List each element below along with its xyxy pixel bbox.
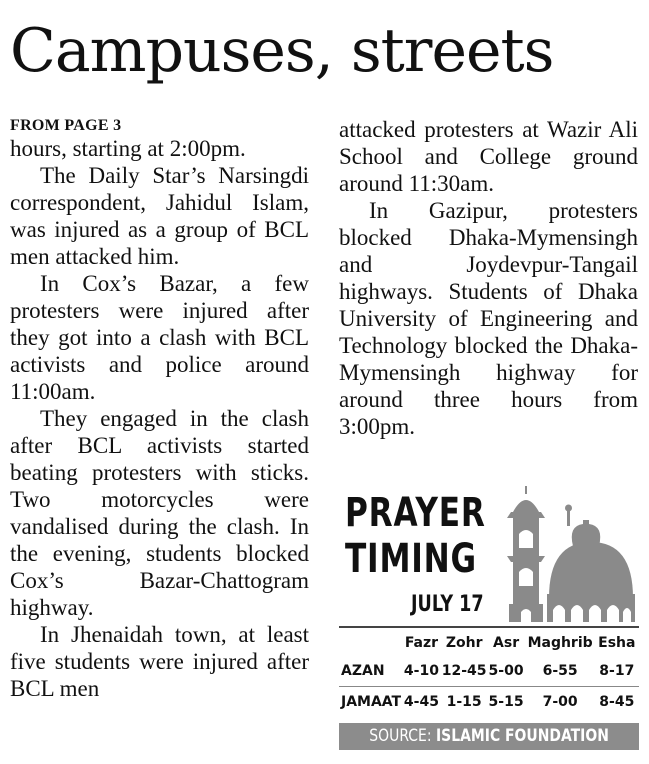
divider (339, 626, 639, 628)
prayer-date: JULY 17 (411, 592, 484, 617)
article-column-left (10, 116, 309, 702)
column-header: Esha (598, 635, 636, 651)
prayer-title-line1: PRAYER (345, 490, 486, 536)
source-bar (339, 723, 639, 750)
time-cell: 8-17 (595, 656, 639, 687)
mosque-icon (499, 486, 639, 622)
paragraph: In Cox’s Bazar, a few protesters were injured after they got into a clash with BCL activists and police around 11:00am. (10, 271, 309, 404)
time-cell: 1-15 (446, 694, 482, 710)
column-header: Asr (493, 635, 520, 651)
prayer-timing-box (339, 484, 639, 754)
time-cell: 8-45 (599, 694, 635, 710)
column-header: Maghrib (527, 635, 593, 651)
paragraph: attacked protesters at Wazir Ali School and College ground around 11:30am. (339, 117, 638, 196)
time-cell: 5-15 (488, 694, 524, 710)
time-cell: 5-00 (487, 656, 526, 687)
source-name: ISLAMIC FOUNDATION (435, 726, 609, 746)
row-label: AZAN (339, 656, 401, 687)
prayer-title-line2: TIMING (345, 536, 477, 582)
headline: Campuses, streets (10, 16, 554, 86)
paragraph: The Daily Star’s Narsingdi correspondent, Jahidul Islam, was injured as a group of BCL men attacked him. (10, 163, 309, 269)
column-header: Zohr (445, 635, 483, 651)
time-cell: 4-45 (403, 694, 439, 710)
paragraph: They engaged in the clash after BCL activists started beating protesters with sticks. Two motorcycles were vandalised during the clash. In the evening, students blocked Cox’s Bazar-Chattogram highway. (10, 406, 309, 620)
column-header: Fazr (404, 635, 439, 651)
time-cell: 7-00 (542, 694, 578, 710)
paragraph: In Gazipur, protesters blocked Dhaka-Mymensingh and Joydevpur-Tangail highways. Students of Dhaka University of Engineering and Technology blocked the Dhaka-Mymensingh highway for around three hours from 3:00pm. (339, 198, 638, 439)
article-column-right (339, 116, 638, 440)
table-row (339, 656, 639, 687)
time-cell: 6-55 (526, 656, 595, 687)
source-label: SOURCE: (369, 726, 432, 746)
column-header-empty (339, 630, 401, 656)
kicker: FROM PAGE 3 (10, 117, 122, 134)
prayer-times-table (339, 630, 639, 717)
paragraph: In Jhenaidah town, at least five students were injured after BCL men (10, 622, 309, 701)
prayer-title (345, 490, 486, 582)
table-row (339, 687, 639, 718)
row-label: JAMAAT (341, 694, 402, 710)
time-cell: 12-45 (442, 656, 487, 687)
paragraph: hours, starting at 2:00pm. (10, 136, 246, 161)
time-cell: 4-10 (401, 656, 442, 687)
